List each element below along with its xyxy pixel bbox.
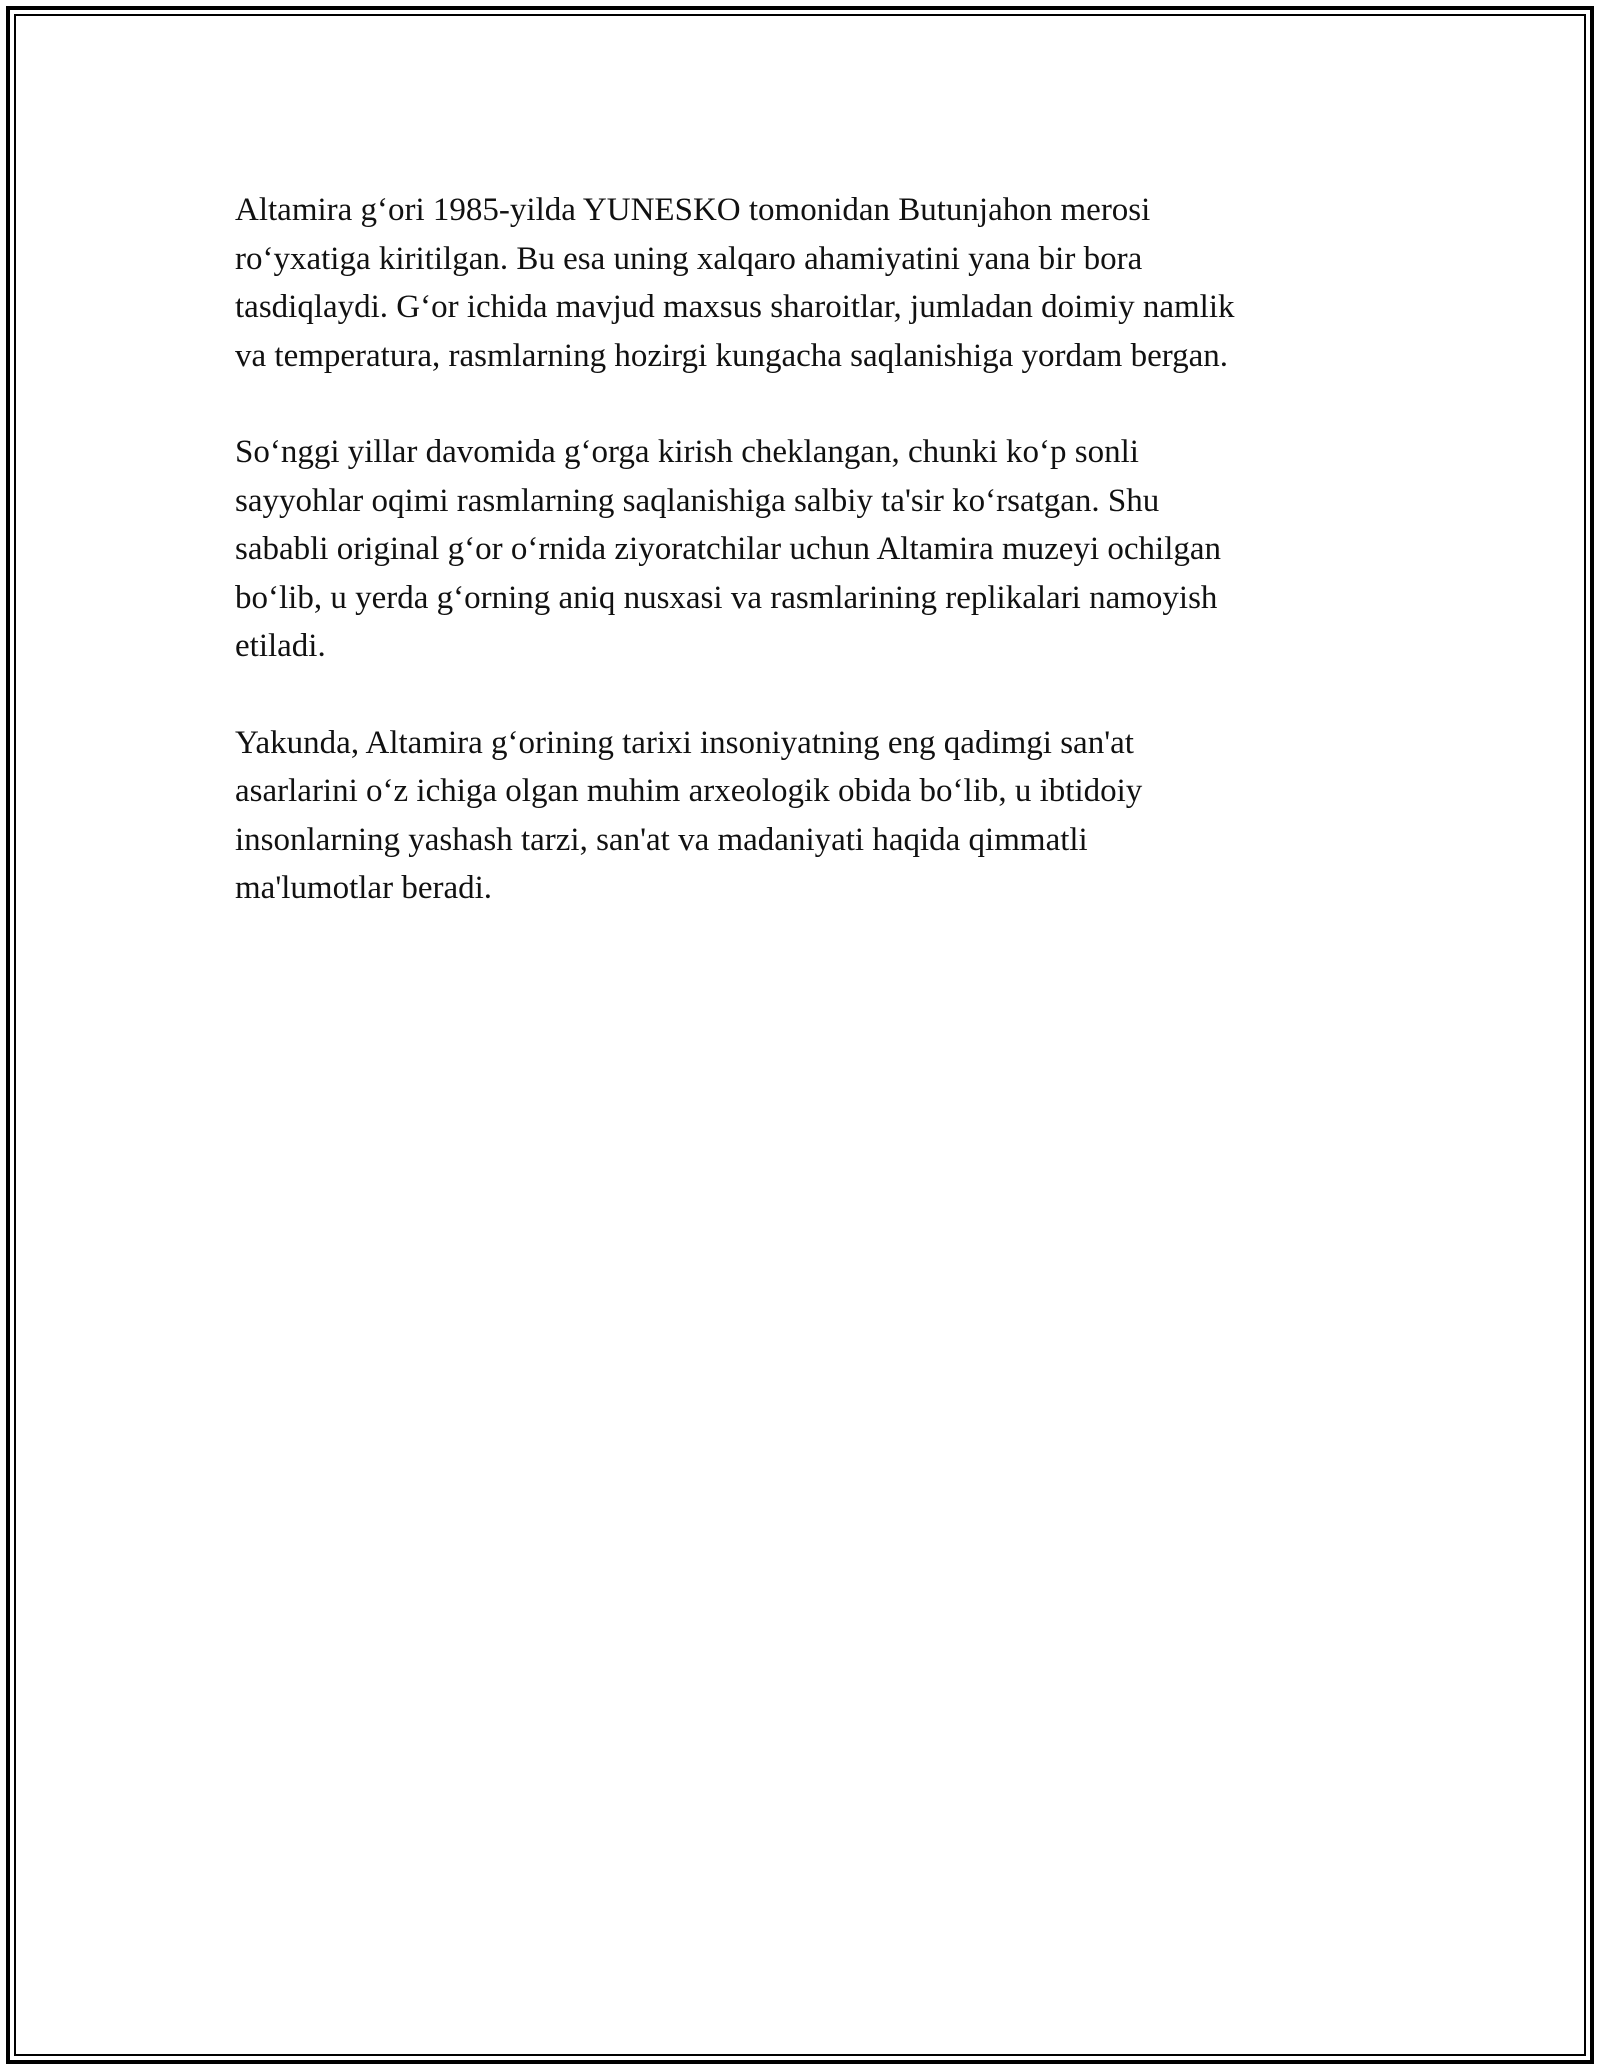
document-body [235, 186, 1365, 961]
paragraph-3 [235, 719, 1365, 913]
paragraph-line: sababli original g‘or o‘rnida ziyoratchilar uchun Altamira muzeyi ochilgan [235, 531, 1222, 567]
paragraph-line: So‘nggi yillar davomida g‘orga kirish cheklangan, chunki ko‘p sonli [235, 434, 1139, 470]
paragraph-line: va temperatura, rasmlarning hozirgi kungacha saqlanishiga yordam bergan. [235, 337, 1229, 374]
paragraph-line: Altamira g‘ori 1985-yilda YUNESKO tomonidan Butunjahon merosi [235, 192, 1151, 228]
paragraph-line: tasdiqlaydi. G‘or ichida mavjud maxsus sharoitlar, jumladan doimiy namlik [235, 289, 1235, 325]
paragraph-line: bo‘lib, u yerda g‘orning aniq nusxasi va rasmlarining replikalari namoyish [235, 579, 1218, 616]
paragraph-1 [235, 186, 1365, 380]
paragraph-2 [235, 428, 1365, 671]
paragraph-line: asarlarini o‘z ichiga olgan muhim arxeologik obida bo‘lib, u ibtidoiy [235, 773, 1143, 809]
paragraph-line: etiladi. [235, 628, 326, 664]
paragraph-line: ro‘yxatiga kiritilgan. Bu esa uning xalqaro ahamiyatini yana bir bora [235, 240, 1143, 277]
paragraph-line: ma'lumotlar beradi. [235, 870, 493, 906]
paragraph-line: Yakunda, Altamira g‘orining tarixi insoniyatning eng qadimgi san'at [235, 724, 1134, 761]
paragraph-line: sayyohlar oqimi rasmlarning saqlanishiga salbiy ta'sir ko‘rsatgan. Shu [235, 482, 1160, 519]
paragraph-line: insonlarning yashash tarzi, san'at va madaniyati haqida qimmatli [235, 821, 1088, 858]
